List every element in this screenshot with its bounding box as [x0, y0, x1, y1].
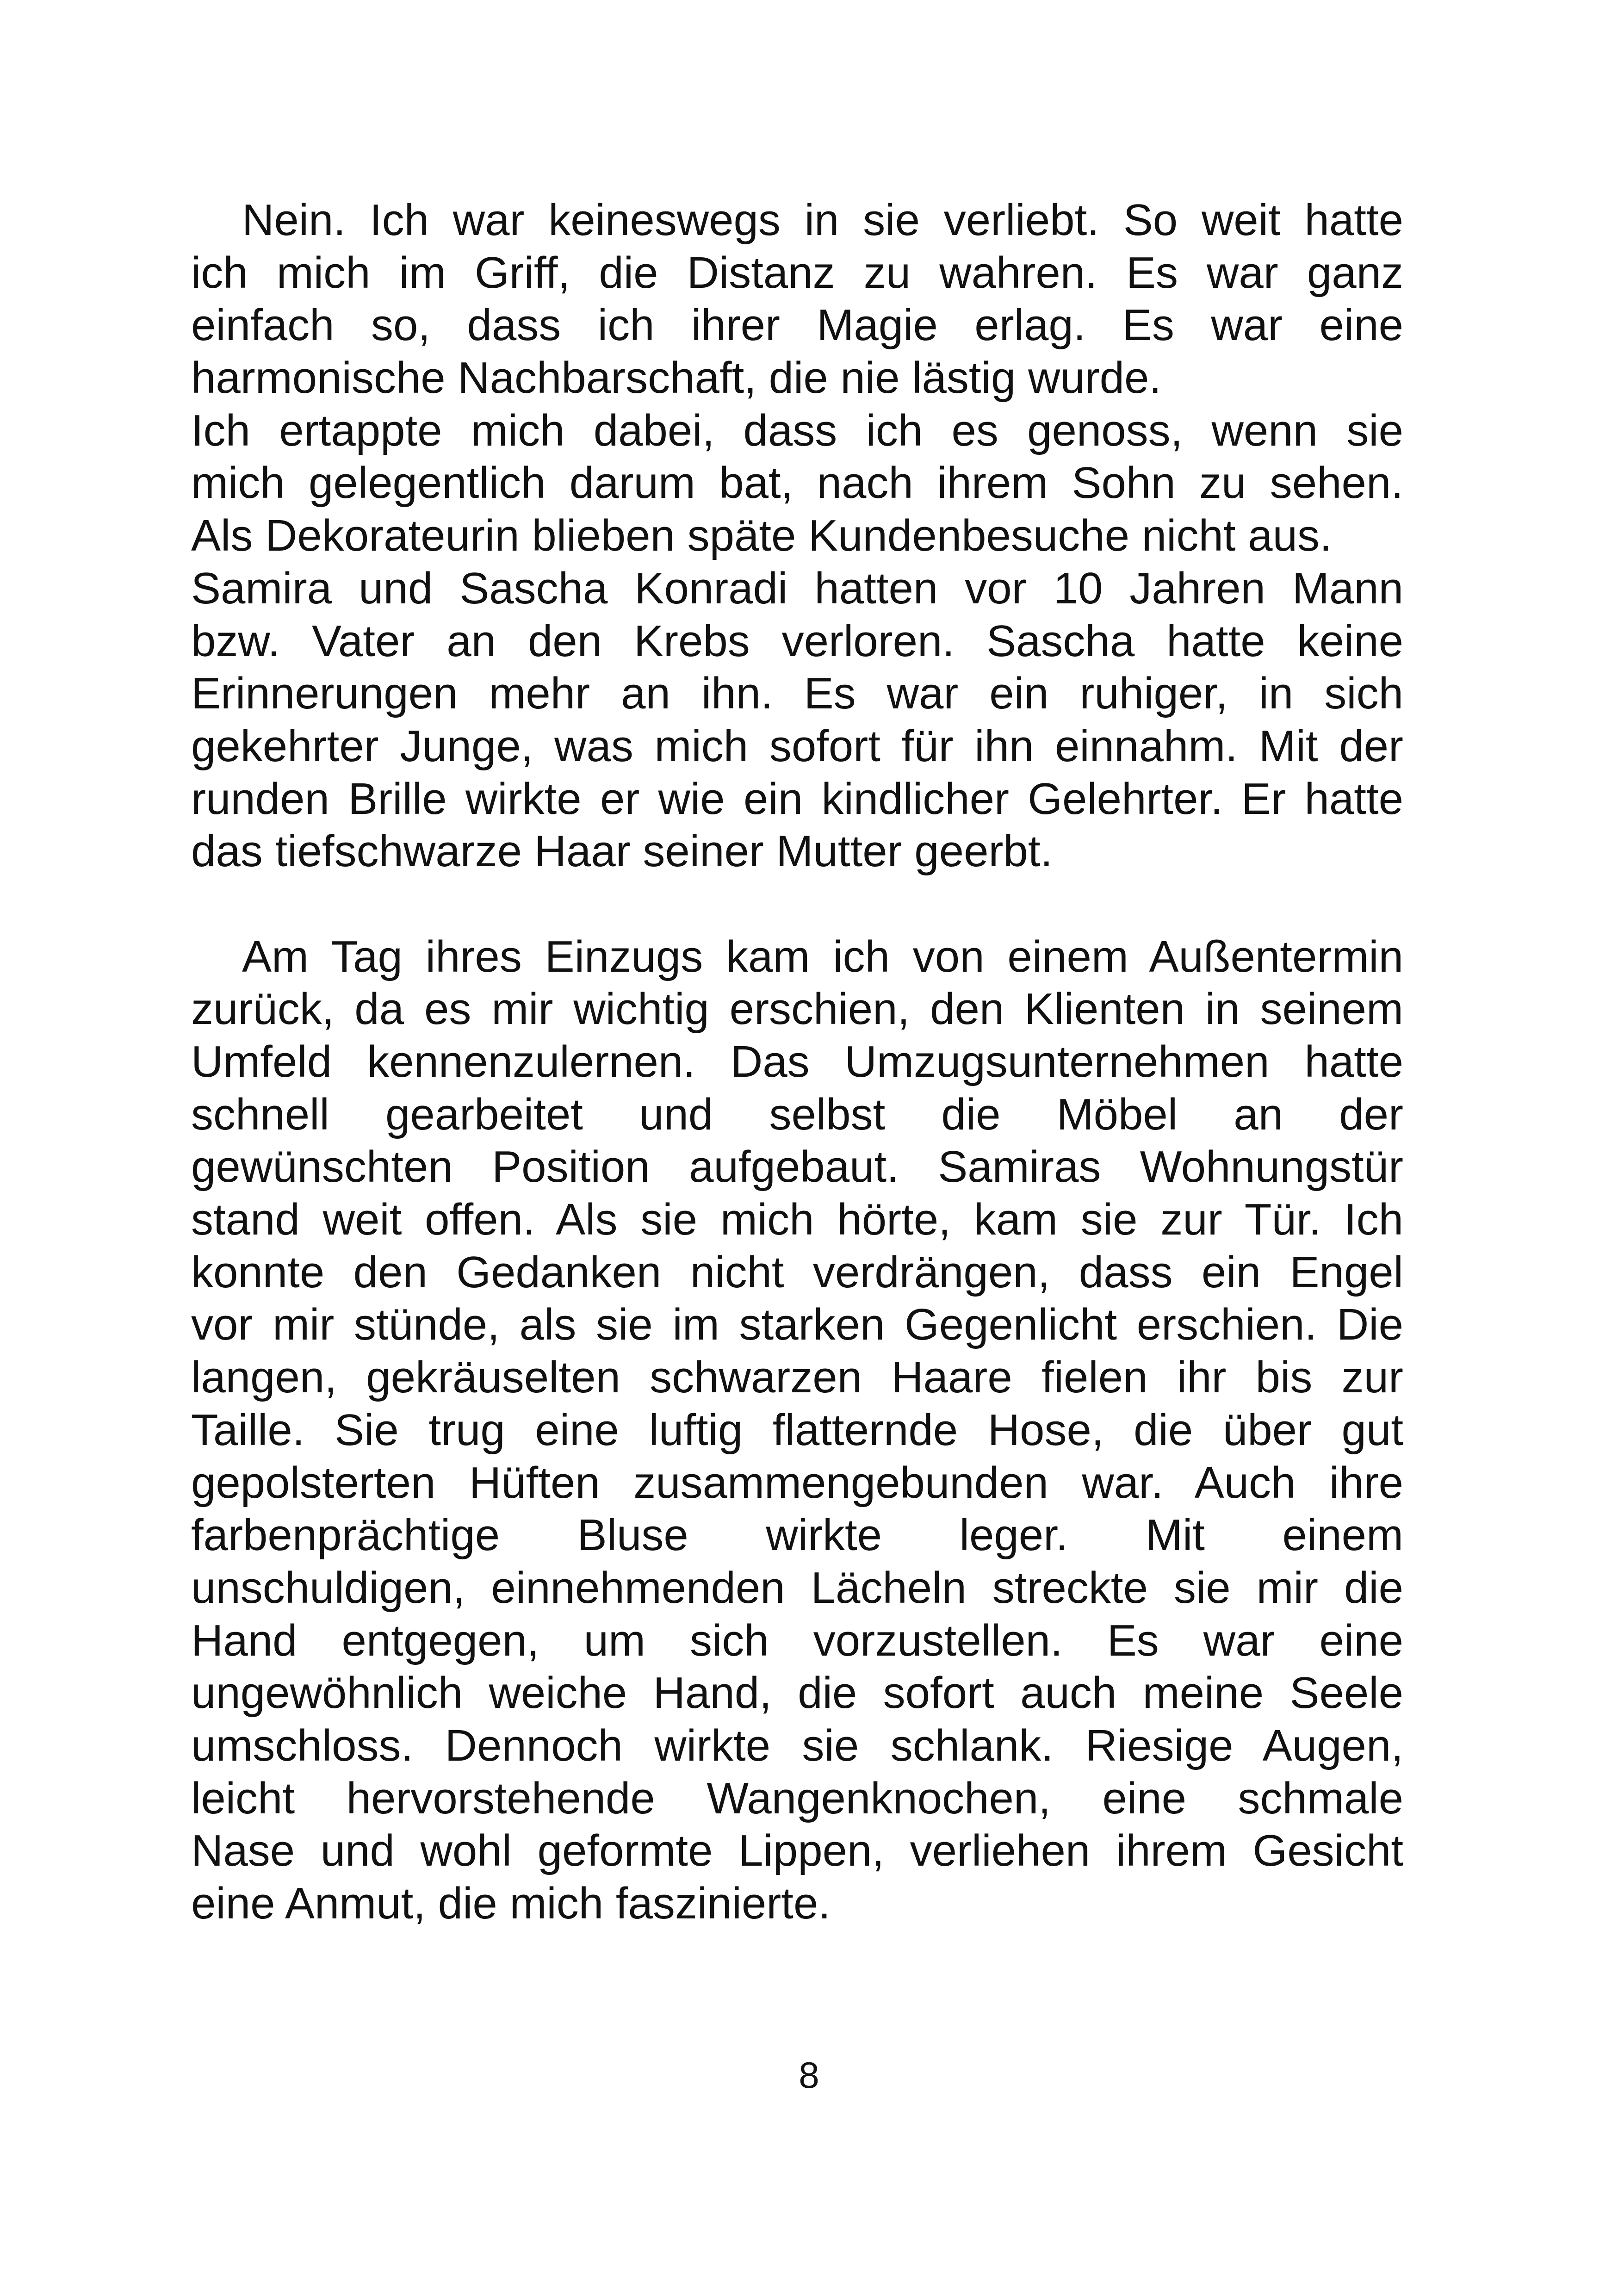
- text-line: mich gelegentlich darum bat, nach ihrem Sohn zu sehen.: [191, 458, 1403, 508]
- text-line: Am Tag ihres Einzugs kam ich von einem Außentermin: [242, 931, 1403, 981]
- text-line: vor mir stünde, als sie im starken Gegenlicht erschien. Die: [191, 1300, 1403, 1350]
- paragraph-gap: [191, 878, 1403, 931]
- text-line: Nase und wohl geformte Lippen, verliehen ihrem Gesicht: [191, 1826, 1403, 1876]
- text-line: Als Dekorateurin blieben späte Kundenbesuche nicht aus.: [191, 511, 1332, 561]
- text-line: langen, gekräuselten schwarzen Haare fielen ihr bis zur: [191, 1353, 1403, 1402]
- text-line: gepolsterten Hüften zusammengebunden war. Auch ihre: [191, 1458, 1403, 1508]
- text-line: ich mich im Griff, die Distanz zu wahren. Es war ganz: [191, 248, 1403, 298]
- text-line: farbenprächtige Bluse wirkte leger. Mit einem: [191, 1510, 1403, 1560]
- text-line: harmonische Nachbarschaft, die nie lästig wurde.: [191, 353, 1162, 403]
- text-line: bzw. Vater an den Krebs verloren. Sascha hatte keine: [191, 616, 1403, 666]
- text-line: schnell gearbeitet und selbst die Möbel an der: [191, 1089, 1403, 1139]
- text-line: umschloss. Dennoch wirkte sie schlank. Riesige Augen,: [191, 1720, 1403, 1770]
- page-number: 8: [799, 2054, 819, 2096]
- text-line: Nein. Ich war keineswegs in sie verliebt. So weit hatte: [242, 195, 1403, 245]
- body-text: [191, 194, 1403, 1930]
- text-line: Samira und Sascha Konradi hatten vor 10 Jahren Mann: [191, 563, 1403, 613]
- text-line: Ich ertappte mich dabei, dass ich es genoss, wenn sie: [191, 405, 1403, 455]
- text-line: Taille. Sie trug eine luftig flatternde Hose, die über gut: [191, 1405, 1403, 1455]
- text-line: das tiefschwarze Haar seiner Mutter geerbt.: [191, 826, 1053, 876]
- text-line: einfach so, dass ich ihrer Magie erlag. Es war eine: [191, 300, 1403, 350]
- text-line: Umfeld kennenzulernen. Das Umzugsunternehmen hatte: [191, 1037, 1403, 1086]
- text-line: ungewöhnlich weiche Hand, die sofort auch meine Seele: [191, 1668, 1403, 1718]
- text-line: zurück, da es mir wichtig erschien, den Klienten in seinem: [191, 984, 1403, 1034]
- text-line: stand weit offen. Als sie mich hörte, kam sie zur Tür. Ich: [191, 1195, 1403, 1245]
- text-line: gekehrter Junge, was mich sofort für ihn einnahm. Mit der: [191, 721, 1403, 771]
- text-line: gewünschten Position aufgebaut. Samiras Wohnungstür: [191, 1142, 1403, 1192]
- text-line: leicht hervorstehende Wangenknochen, eine schmale: [191, 1773, 1403, 1823]
- text-line: Hand entgegen, um sich vorzustellen. Es war eine: [191, 1615, 1403, 1665]
- text-line: eine Anmut, die mich faszinierte.: [191, 1879, 831, 1928]
- text-line: runden Brille wirkte er wie ein kindlicher Gelehrter. Er hatte: [191, 774, 1403, 824]
- text-line: Erinnerungen mehr an ihn. Es war ein ruhiger, in sich: [191, 669, 1403, 719]
- text-line: unschuldigen, einnehmenden Lächeln streckte sie mir die: [191, 1563, 1403, 1613]
- text-line: konnte den Gedanken nicht verdrängen, dass ein Engel: [191, 1247, 1403, 1297]
